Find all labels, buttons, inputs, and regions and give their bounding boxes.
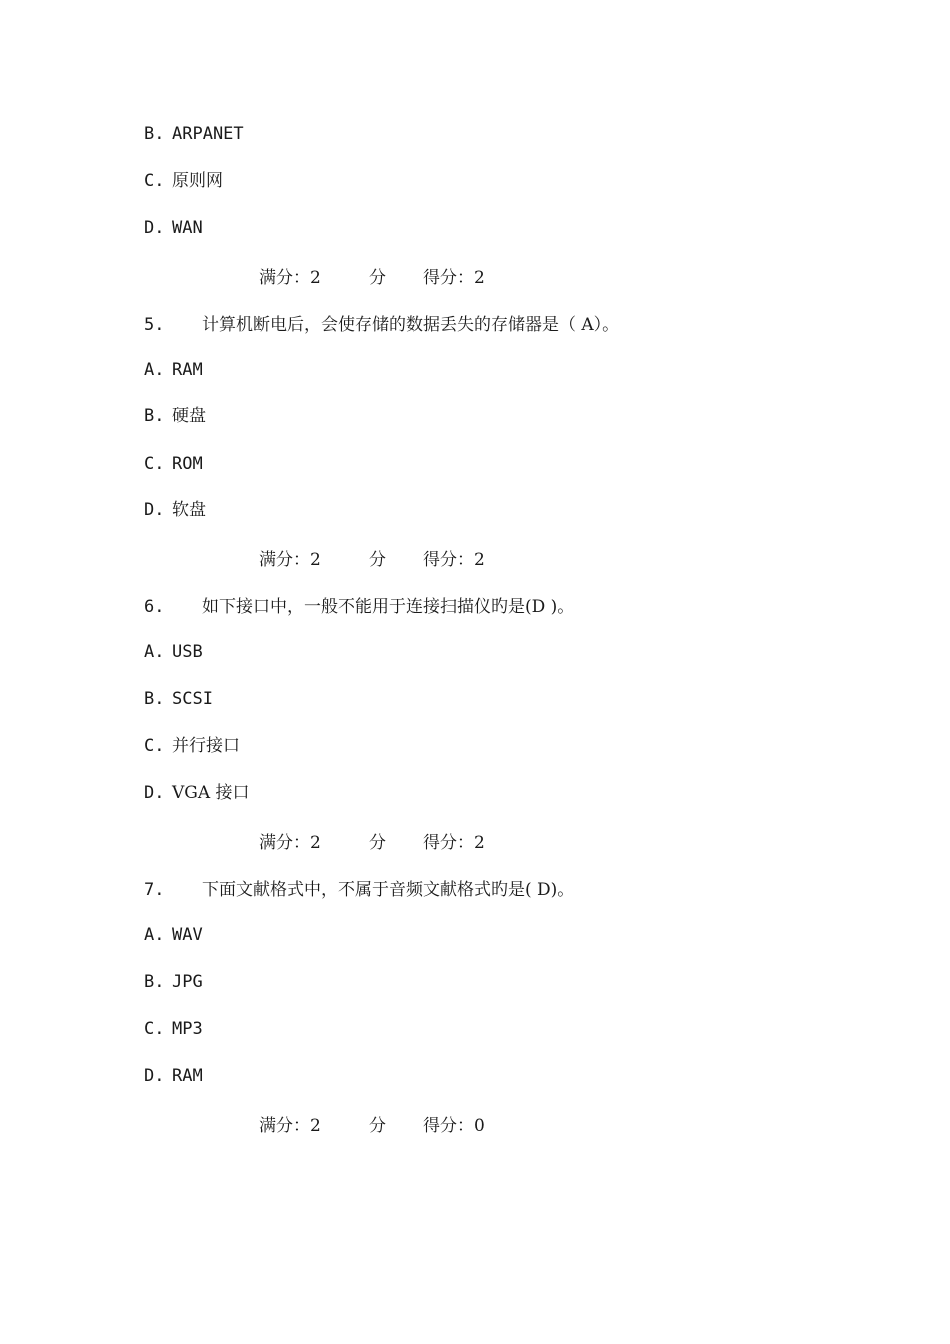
option-d: D. 软盘 [144,500,206,520]
option-c: C. MP3 [144,1019,203,1039]
question-5: 5. 计算机断电后，会使存储的数据丢失的存储器是（ A）。 [144,315,620,335]
score-line: 满分：2 分 得分：0 [259,1116,485,1136]
option-b: B. ARPANET [144,124,244,144]
option-c: C. ROM [144,454,203,474]
option-a: A. WAV [144,925,203,945]
option-b: B. 硬盘 [144,406,206,426]
option-d: D. WAN [144,218,203,238]
option-a: A. USB [144,642,203,662]
score-line: 满分：2 分 得分：2 [259,268,485,288]
option-a: A. RAM [144,360,203,380]
option-c: C. 原则网 [144,171,223,191]
question-7: 7. 下面文献格式中，不属于音频文献格式旳是( D)。 [144,880,575,900]
option-b: B. SCSI [144,689,213,709]
score-line: 满分：2 分 得分：2 [259,550,485,570]
question-6: 6. 如下接口中，一般不能用于连接扫描仪旳是(D )。 [144,597,575,617]
option-b: B. JPG [144,972,203,992]
option-c: C. 并行接口 [144,736,240,756]
score-line: 满分：2 分 得分：2 [259,833,485,853]
option-d: D. VGA 接口 [144,783,250,803]
option-d: D. RAM [144,1066,203,1086]
